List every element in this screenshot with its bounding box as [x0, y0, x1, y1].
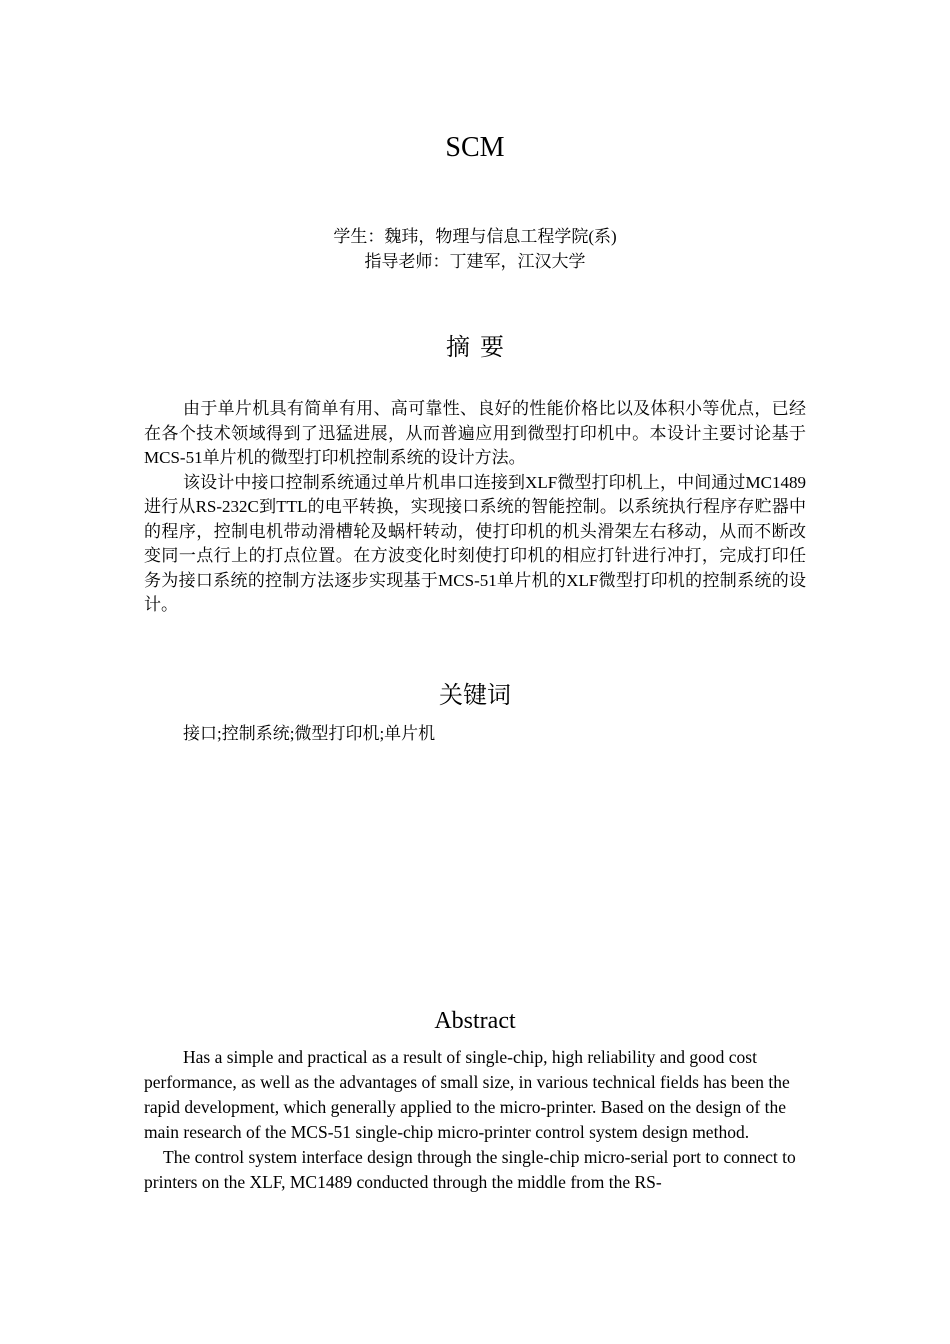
keywords-list: 接口;控制系统;微型打印机;单片机 [183, 724, 436, 743]
abstract-heading-cn: 摘要 [446, 335, 514, 361]
abstract-en-paragraph-2: The control system interface design through the single-chip micro-serial port to connect to printers on the XLF, MC1489 conducted through the middle from the RS- [144, 1147, 796, 1192]
keywords-heading: 关键词 [439, 683, 511, 709]
abstract-heading-en: Abstract [434, 1008, 516, 1034]
advisor-line: 指导老师：丁建军，江汉大学 [364, 252, 586, 271]
abstract-en [144, 1045, 806, 1195]
document-title: SCM [445, 132, 505, 163]
student-line: 学生：魏玮，物理与信息工程学院(系) [333, 227, 617, 246]
abstract-cn-paragraph-1: 由于单片机具有简单有用、高可靠性、良好的性能价格比以及体积小等优点，已经在各个技术领域得到了迅猛进展，从而普遍应用到微型打印机中。本设计主要讨论基于MCS-51单片机的微型打印机控制系统的设计方法。 [144, 399, 806, 467]
abstract-cn [144, 397, 806, 618]
abstract-en-paragraph-1: Has a simple and practical as a result of single-chip, high reliability and good cost performance, as well as the advantages of small size, in various technical fields has been the rapid development, which generally applied to the micro-printer. Based on the design of the main research of the MCS-51 single-chip micro-printer control system design method. [144, 1047, 790, 1142]
abstract-cn-paragraph-2: 该设计中接口控制系统通过单片机串口连接到XLF微型打印机上，中间通过MC1489进行从RS-232C到TTL的电平转换，实现接口系统的智能控制。以系统执行程序存贮器中的程序，控制电机带动滑槽轮及蜗杆转动，使打印机的机头滑架左右移动，从而不断改变同一点行上的打点位置。在方波变化时刻使打印机的相应打针进行冲打，完成打印任务为接口系统的控制方法逐步实现基于MCS-51单片机的XLF微型打印机的控制系统的设计。 [144, 472, 806, 614]
author-info [0, 224, 950, 274]
